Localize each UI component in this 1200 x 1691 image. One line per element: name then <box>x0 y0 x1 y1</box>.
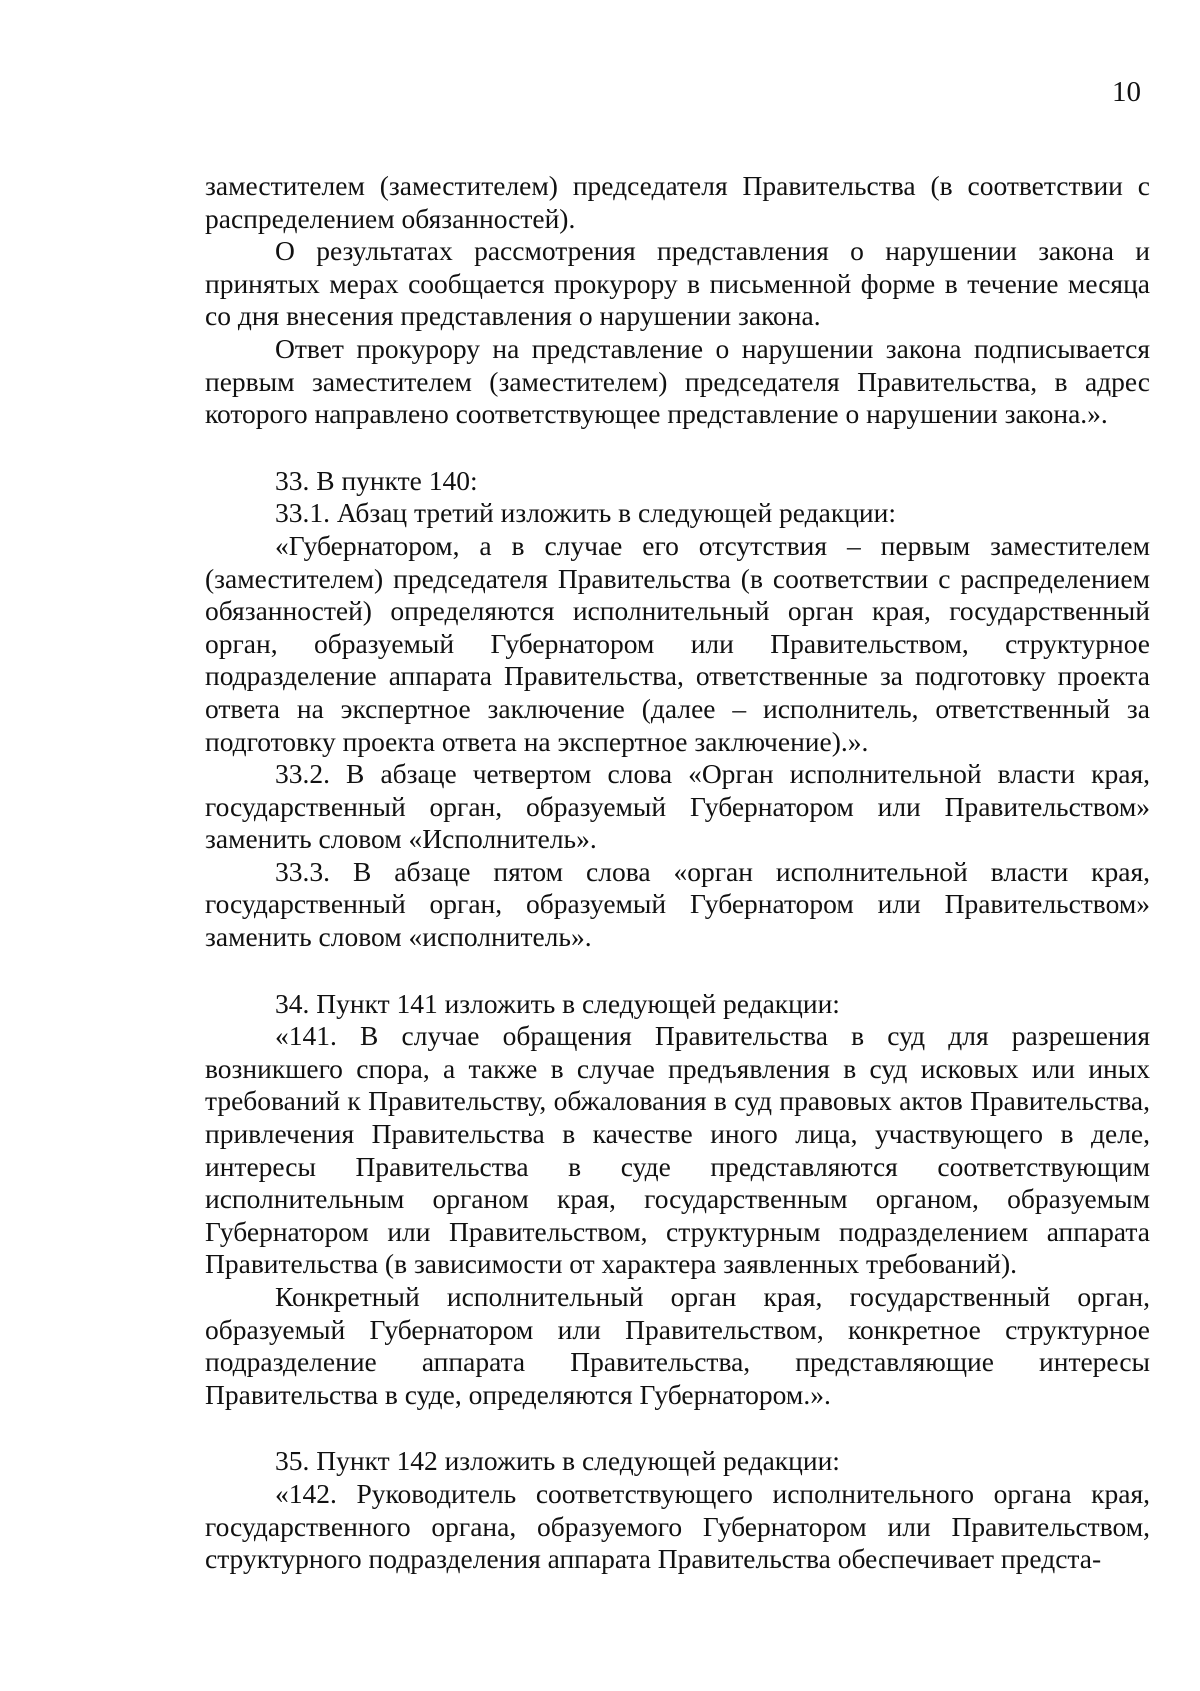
paragraph-item-33-1-text: «Губернатором, а в случае его отсутствия – первым заместителем (заместителем) председателя Правительства (в соответствии с распределением обязанностей) определяются исполнительный орган края, государственный орган, образуемый Губернатором или Правительством, структурное подразделение аппарата Правительства, ответственные за подготовку проекта ответа на экспертное заключение (далее – исполнитель, ответственный за подготовку проекта ответа на экспертное заключение).». <box>205 529 1150 757</box>
document-body <box>205 170 1150 1576</box>
paragraph-item-142-text: «142. Руководитель соответствующего исполнительного органа края, государственного органа, образуемого Губернатором или Правительством, структурного подразделения аппарата Правительства обеспечивает предста- <box>205 1477 1150 1575</box>
paragraph-item-34: 34. Пункт 141 изложить в следующей редакции: <box>275 987 840 1019</box>
paragraph-item-141-text: «141. В случае обращения Правительства в суд для разрешения возникшего спора, а также в случае предъявления в суд исковых или иных требований к Правительству, обжалования в суд правовых актов Правительства, привлечения Правительства в качестве иного лица, участвующего в деле, интересы Правительства в суде представляются соответствующим исполнительным органом края, государственным органом, образуемым Губернатором или Правительством, структурным подразделением аппарата Правительства (в зависимости от характера заявленных требований). <box>205 1020 1150 1280</box>
paragraph-item-35: 35. Пункт 142 изложить в следующей редакции: <box>275 1445 840 1477</box>
paragraph-prosecutor-result: О результатах рассмотрения представления о нарушении закона и принятых мерах сообщается прокурору в письменной форме в течение месяца со дня внесения представления о нарушении закона. <box>205 235 1150 332</box>
page-number: 10 <box>1112 76 1141 108</box>
paragraph-item-33: 33. В пункте 140: <box>275 464 478 496</box>
paragraph-prosecutor-answer: Ответ прокурору на представление о нарушении закона подписывается первым заместителем (заместителем) председателя Правительства, в адрес которого направлено соответствующее представление о нарушении закона.». <box>205 332 1150 430</box>
paragraph-item-33-1: 33.1. Абзац третий изложить в следующей редакции: <box>275 497 896 529</box>
paragraph-item-33-2: 33.2. В абзаце четвертом слова «Орган исполнительной власти края, государственный орган, образуемый Губернатором или Правительством» заменить словом «Исполнитель». <box>205 758 1150 855</box>
paragraph-continuation: заместителем (заместителем) председателя Правительства (в соответствии с распределением обязанностей). <box>205 170 1150 234</box>
paragraph-item-141-second: Конкретный исполнительный орган края, государственный орган, образуемый Губернатором или Правительством, конкретное структурное подразделение аппарата Правительства, представляющие интересы Правительства в суде, определяются Губернатором.». <box>205 1281 1150 1410</box>
paragraph-item-33-3: 33.3. В абзаце пятом слова «орган исполнительной власти края, государственный орган, образуемый Губернатором или Правительством» заменить словом «исполнитель». <box>205 855 1150 953</box>
